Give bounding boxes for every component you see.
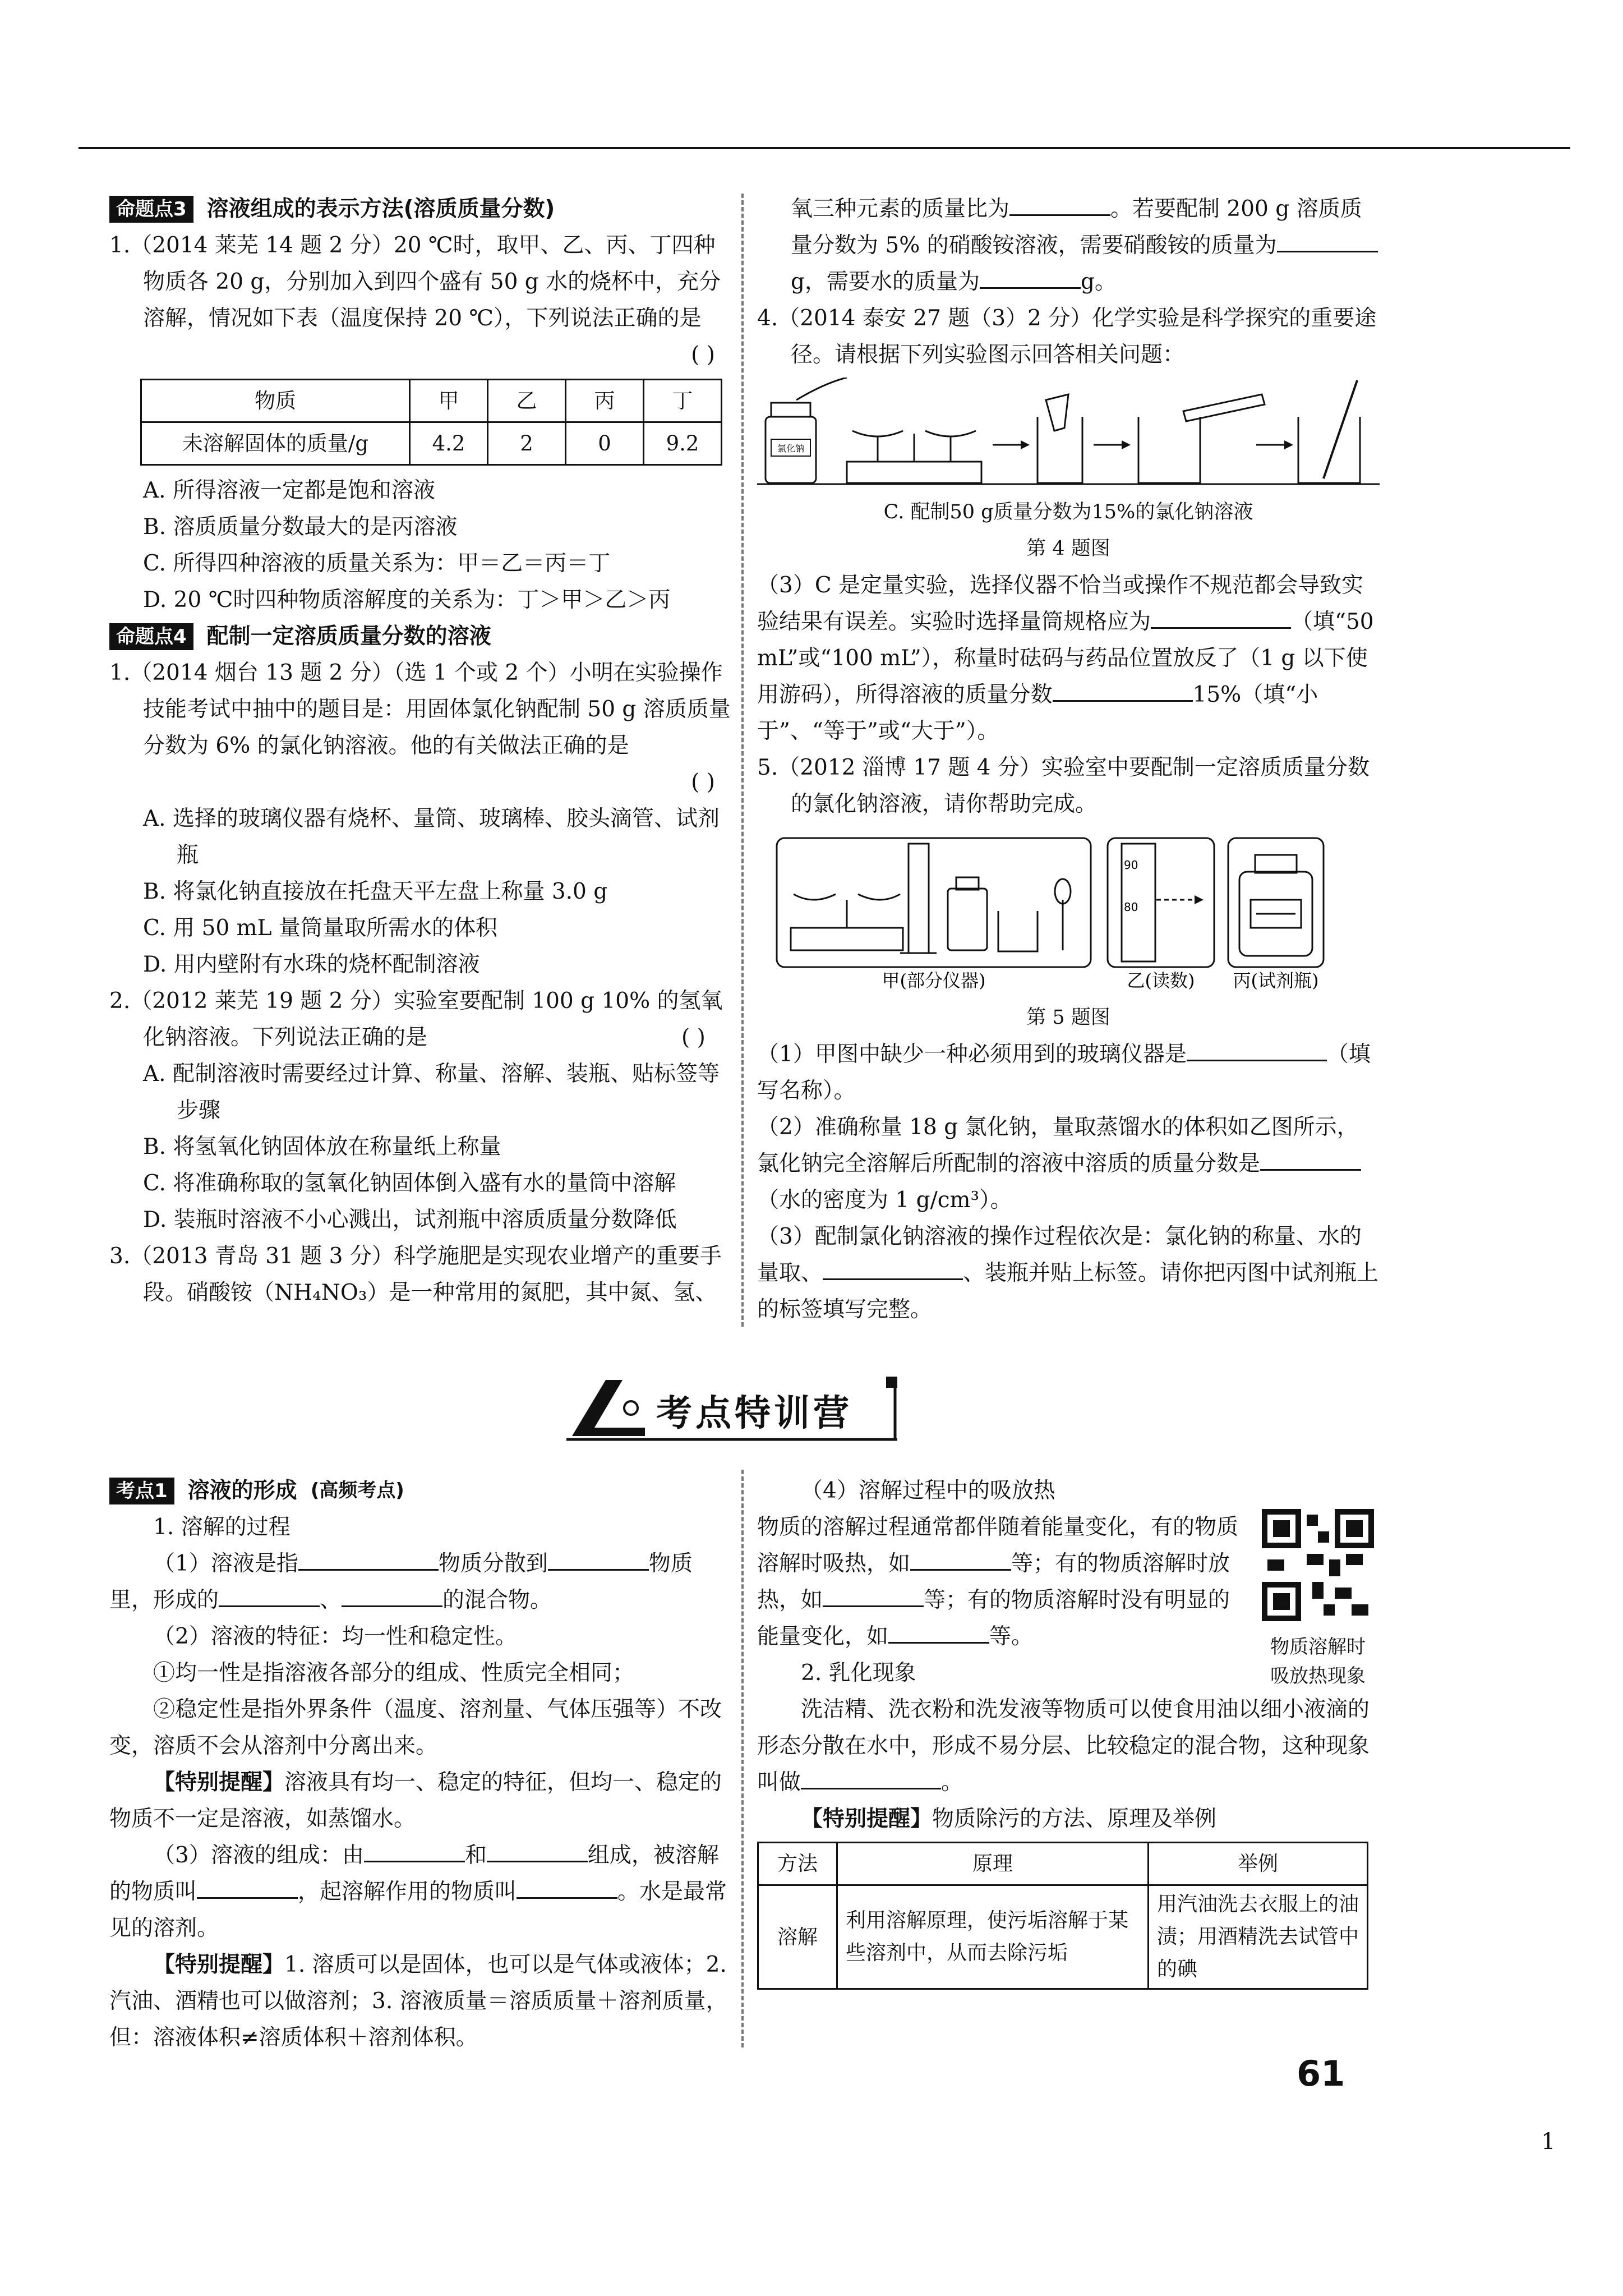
- heading: （4）溶解过程中的吸放热: [801, 1478, 1055, 1503]
- cylinder-90: 90: [1124, 858, 1138, 872]
- answer-blank[interactable]: [823, 1256, 963, 1280]
- paragraph: [757, 1109, 1380, 1218]
- text: 组成，被溶解的物质叫: [109, 1843, 719, 1904]
- text: （填写名称）。: [757, 1042, 1371, 1103]
- section-header: [109, 618, 732, 655]
- corner-number: 1: [1541, 2129, 1556, 2155]
- figure-5: [757, 827, 1380, 995]
- answer-paren: ( ): [691, 770, 715, 795]
- question-stem: 5.（2012 淄博 17 题 4 分）实验室中要配制一定溶质质量分数的氯化钠溶液，请你帮助完成。: [757, 755, 1370, 817]
- paragraph: [757, 567, 1380, 749]
- section-banner: [561, 1369, 903, 1447]
- section-header: [109, 1473, 732, 1509]
- table-header: 举例: [1149, 1843, 1368, 1885]
- answer-blank[interactable]: [219, 1583, 320, 1607]
- answer-blank[interactable]: [910, 1547, 1011, 1571]
- answer-blank[interactable]: [1187, 1037, 1327, 1061]
- table-cell: 丙: [566, 380, 644, 422]
- section-tag: 考点1: [109, 1478, 174, 1504]
- instrument-diagram: [757, 827, 1380, 995]
- answer-blank[interactable]: [801, 1765, 941, 1789]
- text: 氧三种元素的质量比为: [791, 196, 1010, 222]
- paragraph: [757, 1036, 1380, 1109]
- text: 。水是最常见的溶剂。: [109, 1879, 727, 1941]
- table-cell: 丁: [644, 380, 722, 422]
- text: 物质里，形成的: [109, 1551, 693, 1613]
- section-title: 溶液的形成: [187, 1478, 297, 1503]
- option: A. 选择的玻璃仪器有烧杯、量筒、玻璃棒、胶头滴管、试剂瓶: [143, 806, 720, 868]
- option: C. 将准确称取的氢氧化钠固体倒入盛有水的量筒中溶解: [143, 1171, 676, 1196]
- tip-paragraph: [757, 1801, 1374, 1837]
- cylinder-80: 80: [1124, 900, 1138, 914]
- answer-blank[interactable]: [1009, 192, 1110, 216]
- text: （1）溶液是指: [153, 1551, 298, 1576]
- paragraph: [109, 1837, 732, 1947]
- column-divider: [741, 194, 744, 1327]
- table-cell: 溶解: [758, 1885, 837, 1989]
- text: 。: [941, 1770, 963, 1795]
- figure-title: 第 5 题图: [1026, 1006, 1110, 1029]
- text: 洗洁精、洗衣粉和洗发液等物质可以使食用油以细小液滴的形态分散在水中，形成不易分层、比较稳定的混合物，这种现象叫做: [757, 1697, 1370, 1795]
- figure-caption: C. 配制50 g质量分数为15%的氯化钠溶液: [883, 501, 1253, 523]
- text: g，需要水的质量为: [791, 269, 980, 295]
- section-tag: 命题点4: [109, 623, 193, 650]
- question-stem: [109, 983, 732, 1056]
- answer-blank[interactable]: [548, 1547, 649, 1571]
- text: 等；有的物质溶解时放热，如: [757, 1551, 1230, 1613]
- question-stem: 1.（2014 莱芜 14 题 2 分）20 ℃时，取甲、乙、丙、丁四种物质各 20 g，分别加入到四个盛有 50 g 水的烧杯中，充分溶解，情况如下表（温度保持 20 ℃），下列说法正确的是: [109, 233, 721, 331]
- text: （3）配制氯化钠溶液的操作过程依次是：氯化钠的称量、水的量取、: [757, 1224, 1362, 1286]
- experiment-diagram: [757, 378, 1380, 490]
- column-divider-lower: [741, 1470, 744, 2047]
- text: （2）准确称量 18 g 氯化钠，量取蒸馏水的体积如乙图所示，氯化钠完全溶解后所配制的溶液中溶质的质量分数是: [757, 1115, 1359, 1176]
- answer-blank[interactable]: [1053, 678, 1193, 702]
- answer-blank[interactable]: [517, 1875, 617, 1899]
- text: 15%（填“小于”、“等于”或“大于”）。: [757, 682, 1318, 744]
- heading: 2. 乳化现象: [801, 1660, 916, 1686]
- answer-blank[interactable]: [1277, 228, 1378, 252]
- text: 、装瓶并贴上标签。请你把丙图中试剂瓶上的标签填写完整。: [757, 1260, 1379, 1322]
- question-stem: 3.（2013 青岛 31 题 3 分）科学施肥是实现农业增产的重要手段。硝酸铵（NH₄NO₃）是一种常用的氮肥，其中氮、氢、: [109, 1244, 722, 1305]
- tip-text: 1. 溶质可以是固体，也可以是气体或液体；2. 汽油、酒精也可以做溶剂；3. 溶液质量＝溶质质量＋溶剂质量，但：溶液体积≠溶质体积＋溶剂体积。: [109, 1952, 728, 2050]
- text: 物质的溶解过程通常都伴随着能量变化，有的物质溶解时吸热，如: [757, 1515, 1239, 1576]
- data-table: [140, 379, 722, 466]
- qr-code[interactable]: [1262, 1509, 1374, 1691]
- text: 等。: [989, 1624, 1034, 1649]
- right-column: [757, 191, 1380, 1328]
- table-cell: 乙: [488, 380, 566, 422]
- label-bing: 丙(试剂瓶): [1233, 970, 1319, 991]
- table-header: 方法: [758, 1843, 837, 1885]
- frequency-badge: (高频考点): [310, 1479, 404, 1502]
- page-number: 61: [1297, 2053, 1345, 2094]
- answer-paren: ( ): [691, 342, 715, 367]
- text: （3）C 是定量实验，选择仪器不恰当或操作不规范都会导致实验结果有误差。实验时选择量筒规格应为: [757, 573, 1364, 634]
- table-cell: 0: [566, 422, 644, 465]
- answer-blank[interactable]: [1151, 605, 1291, 629]
- text: g。: [1080, 269, 1117, 295]
- table-cell: 2: [488, 422, 566, 465]
- figure-title: 第 4 题图: [1026, 537, 1110, 560]
- table-header: 原理: [837, 1843, 1149, 1885]
- option: B. 将氢氧化钠固体放在称量纸上称量: [143, 1134, 501, 1159]
- option: D. 用内壁附有水珠的烧杯配制溶液: [143, 952, 480, 977]
- paragraph: [757, 1691, 1374, 1801]
- tip-label: 【特别提醒】: [801, 1806, 933, 1832]
- option: A. 所得溶液一定都是饱和溶液: [143, 478, 435, 503]
- top-rule: [79, 147, 1570, 149]
- qr-code-icon: [1262, 1509, 1374, 1621]
- bottle-label: 氯化钠: [777, 443, 805, 454]
- banner-title: 考点特训营: [656, 1393, 852, 1434]
- text: 等；有的物质溶解时没有明显的能量变化，如: [757, 1588, 1230, 1649]
- option: B. 将氯化钠直接放在托盘天平左盘上称量 3.0 g: [143, 879, 608, 904]
- tip-paragraph: [109, 1947, 732, 2056]
- option: B. 溶质质量分数最大的是丙溶液: [143, 514, 458, 540]
- answer-blank[interactable]: [298, 1547, 439, 1571]
- table-cell: 物质: [141, 380, 410, 422]
- section-title: 溶液组成的表示方法(溶质质量分数): [206, 196, 555, 222]
- label-yi: 乙(读数): [1127, 970, 1195, 991]
- label-jia: 甲(部分仪器): [882, 970, 986, 991]
- text: 和: [464, 1843, 487, 1868]
- option: C. 用 50 mL 量筒量取所需水的体积: [143, 915, 497, 941]
- text: （1）甲图中缺少一种必须用到的玻璃仪器是: [757, 1042, 1187, 1067]
- option: D. 装瓶时溶液不小心溅出，试剂瓶中溶质质量分数降低: [143, 1207, 677, 1232]
- text: 。若要配制 200 g 溶质质量分数为 5% 的硝酸铵溶液，需要硝酸铵的质量为: [791, 196, 1362, 258]
- paragraph: ①均一性是指溶液各部分的组成、性质完全相同；: [153, 1660, 635, 1686]
- table-cell: 9.2: [644, 422, 722, 465]
- question-stem: 4.（2014 泰安 27 题（3）2 分）化学实验是科学探究的重要途径。请根据下列实验图示回答相关问题：: [757, 306, 1377, 367]
- heading: 1. 溶解的过程: [153, 1515, 291, 1540]
- text: 的混合物。: [442, 1588, 552, 1613]
- option: C. 所得四种溶液的质量关系为：甲＝乙＝丙＝丁: [143, 551, 611, 576]
- answer-blank[interactable]: [888, 1619, 989, 1644]
- option: D. 20 ℃时四种物质溶解度的关系为：丁＞甲＞乙＞丙: [143, 587, 671, 613]
- answer-blank[interactable]: [1260, 1147, 1361, 1171]
- paragraph: [109, 1545, 732, 1618]
- table-cell: 利用溶解原理，使污垢溶解于某些溶剂中，从而去除污垢: [837, 1885, 1149, 1989]
- section-header: [109, 191, 732, 227]
- paragraph: （2）溶液的特征：均一性和稳定性。: [153, 1624, 517, 1649]
- section-tag: 命题点3: [109, 196, 193, 223]
- tip-label: 【特别提醒】: [153, 1952, 285, 1977]
- answer-blank[interactable]: [487, 1838, 588, 1862]
- question-text: 2.（2012 莱芜 19 题 2 分）实验室要配制 100 g 10% 的氢氧化钠溶液。下列说法正确的是: [109, 988, 723, 1050]
- answer-blank[interactable]: [823, 1583, 924, 1607]
- text: 、: [320, 1588, 342, 1613]
- question-stem: 1.（2014 烟台 13 题 2 分）（选 1 个或 2 个）小明在实验操作技能考试中抽中的题目是：用固体氯化钠配制 50 g 溶质质量分数为 6% 的氯化钠溶液。他的有关做法正确的是: [109, 660, 731, 758]
- option: A. 配制溶液时需要经过计算、称量、溶解、装瓶、贴标签等步骤: [143, 1061, 720, 1123]
- table-cell: 未溶解固体的质量/g: [141, 422, 410, 465]
- left-column: [109, 191, 732, 1311]
- answer-blank[interactable]: [197, 1875, 298, 1899]
- text: （填“50 mL”或“100 mL”），称量时砝码与药品位置放反了（1 g 以下使用游码），所得溶液的质量分数: [757, 609, 1374, 707]
- qr-caption: 物质溶解时吸放热现象: [1270, 1636, 1366, 1687]
- tip-text: 物质除污的方法、原理及举例: [932, 1806, 1217, 1832]
- section-title: 配制一定溶质质量分数的溶液: [206, 624, 491, 649]
- right-column-lower: [757, 1473, 1374, 1990]
- left-column-lower: [109, 1473, 732, 2056]
- answer-blank[interactable]: [364, 1838, 465, 1862]
- paragraph: ②稳定性是指外界条件（温度、溶剂量、气体压强等）不改变，溶质不会从溶剂中分离出来。: [109, 1697, 722, 1759]
- table-cell: 用汽油洗去衣服上的油渍；用酒精洗去试管中的碘: [1149, 1885, 1368, 1989]
- text: （3）溶液的组成：由: [153, 1843, 364, 1868]
- answer-paren: ( ): [681, 1025, 706, 1050]
- answer-blank[interactable]: [342, 1583, 442, 1607]
- table-cell: 4.2: [410, 422, 488, 465]
- figure-4: [757, 378, 1380, 490]
- paragraph: [757, 1218, 1380, 1328]
- tip-label: 【特别提醒】: [153, 1770, 285, 1795]
- tip-paragraph: [109, 1764, 732, 1837]
- table-cell: 甲: [410, 380, 488, 422]
- method-table: [757, 1842, 1368, 1990]
- answer-blank[interactable]: [980, 265, 1081, 289]
- tip-text: 溶液具有均一、稳定的特征，但均一、稳定的物质不一定是溶液，如蒸馏水。: [109, 1770, 722, 1832]
- text: （水的密度为 1 g/cm³）。: [757, 1188, 1012, 1213]
- text: 物质分散到: [438, 1551, 548, 1576]
- text: ，起溶解作用的物质叫: [298, 1879, 517, 1904]
- question-continuation: [757, 191, 1380, 300]
